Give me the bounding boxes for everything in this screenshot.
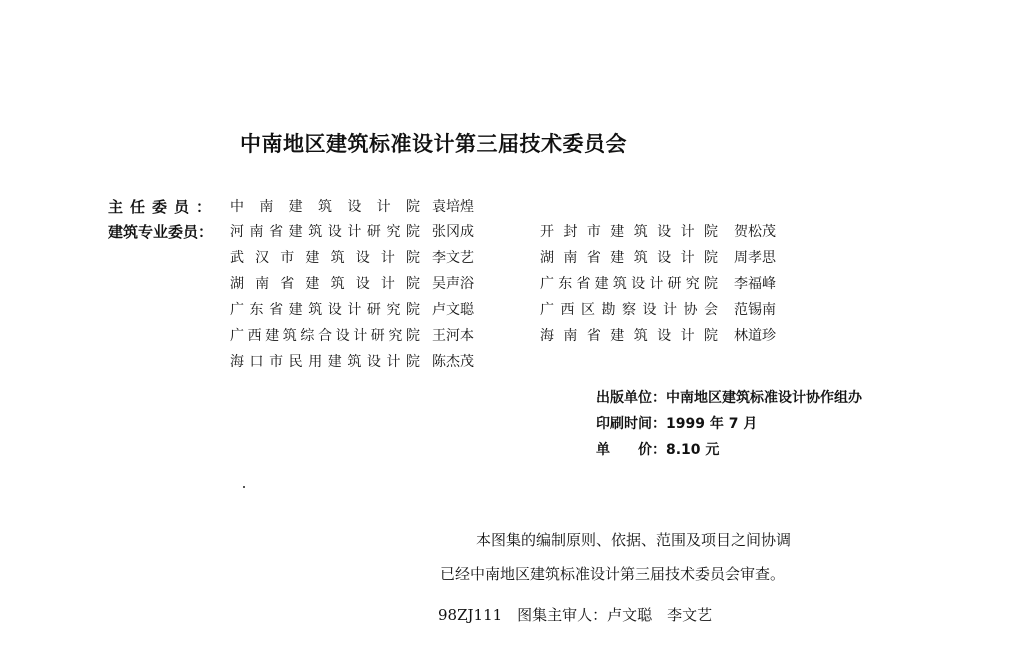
chair-label: 主任委员： <box>108 198 219 216</box>
right-person: 周孝思 <box>734 250 776 266</box>
right-institute: 广东省建筑设计研究院 <box>540 276 718 292</box>
left-institute: 湖南省建筑设计院 <box>230 276 420 292</box>
left-person: 吴声浴 <box>432 276 474 292</box>
left-institute: 海口市民用建筑设计院 <box>230 354 420 370</box>
left-institute: 广东省建筑设计研究院 <box>230 302 420 318</box>
right-person: 林道珍 <box>734 328 776 344</box>
right-person: 范锡南 <box>734 302 776 318</box>
left-person: 卢文聪 <box>432 302 474 318</box>
chair-person: 袁培煌 <box>432 199 474 215</box>
price: 单 价：8.10 元 <box>596 442 720 458</box>
right-institute: 开封市建筑设计院 <box>540 224 718 240</box>
approval-line: 已经中南地区建筑标准设计第三届技术委员会审查。 <box>440 565 786 583</box>
chair-institute: 中南建筑设计院 <box>230 199 420 215</box>
left-person: 张冈成 <box>432 224 474 240</box>
right-person: 李福峰 <box>734 276 776 292</box>
specialists-label: 建筑专业委员： <box>108 223 214 241</box>
reviewers: 98ZJ111 图集主审人：卢文聪 李文艺 <box>438 606 713 624</box>
left-person: 王河本 <box>432 328 474 344</box>
approval-line: 本图集的编制原则、依据、范围及项目之间协调 <box>476 531 792 549</box>
left-institute: 广西建筑综合设计研究院 <box>230 328 420 344</box>
left-institute: 武汉市建筑设计院 <box>230 250 420 266</box>
right-institute: 海南省建筑设计院 <box>540 328 718 344</box>
speck <box>243 486 245 488</box>
right-person: 贺松茂 <box>734 224 776 240</box>
page-title: 中南地区建筑标准设计第三届技术委员会 <box>240 132 627 156</box>
right-institute: 湖南省建筑设计院 <box>540 250 718 266</box>
left-institute: 河南省建筑设计研究院 <box>230 224 420 240</box>
publisher: 出版单位：中南地区建筑标准设计协作组办 <box>596 390 862 406</box>
right-institute: 广西区勘察设计协会 <box>540 302 718 318</box>
left-person: 陈杰茂 <box>432 354 474 370</box>
left-person: 李文艺 <box>432 250 474 266</box>
print-date: 印刷时间：1999 年 7 月 <box>596 416 758 432</box>
